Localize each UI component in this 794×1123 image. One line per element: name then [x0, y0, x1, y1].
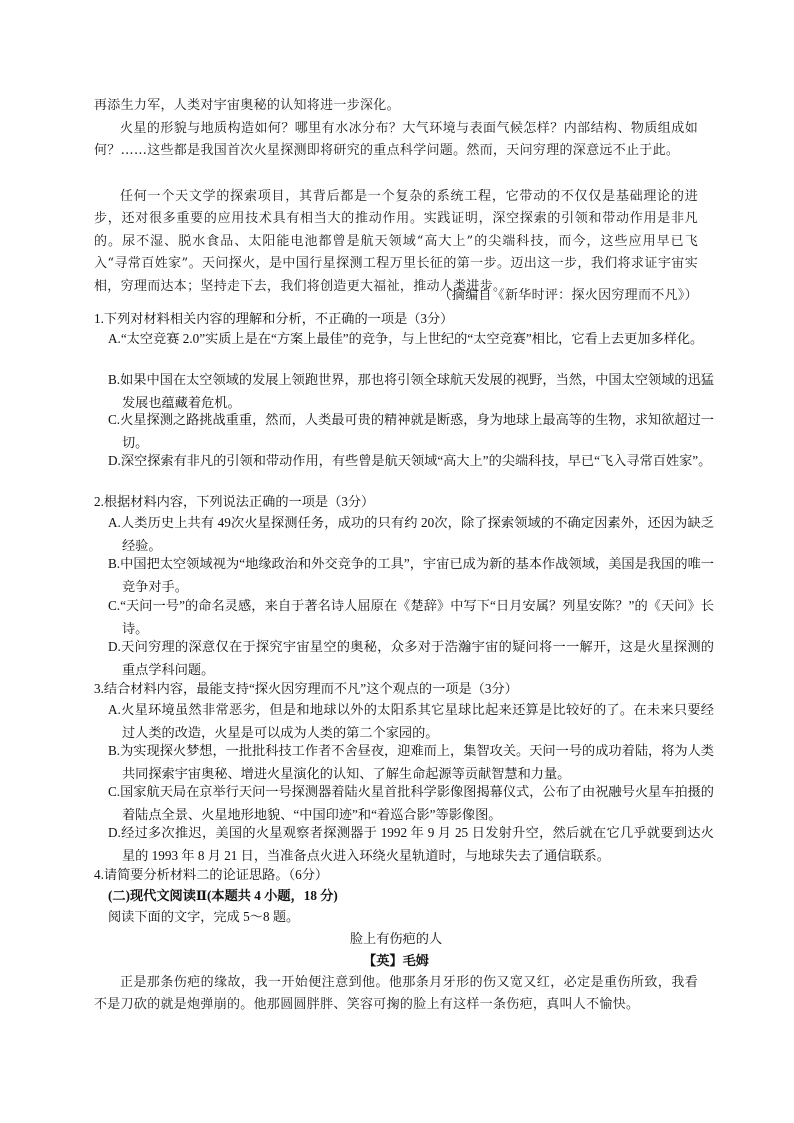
- question-1-option-a: A.“太空竞赛 2.0”实质上是在“方案上最佳”的竞争，与上世纪的“太空竞赛”相比，它看上去更加多样化。: [108, 331, 704, 346]
- question-1-option-b: B.如果中国在太空领域的发展上领跑世界，那也将引领全球航天发展的视野，当然，中国太空领域的迅猛发展也蕴藏着危机。: [108, 372, 714, 410]
- question-3-option-a: A.火星环境虽然非常恶劣，但是和地球以外的太阳系其它星球比起来还算是比较好的了。在未来只要经过人类的改造，火星是可以成为人类的第二个家园的。: [108, 702, 714, 740]
- question-3-option-d: D.经过多次推迟，美国的火星观察者探测器于 1992 年 9 月 25 日发射升空，然后就在它几乎就要到达火星的 1993 年 8 月 21 日，当准备点火进入环绕火星轨道时，与地球失去了通信联系。: [108, 825, 714, 863]
- question-1-stem: 1.下列对材料相关内容的理解和分析，不正确的一项是（3分）: [94, 311, 454, 326]
- section-2-instruction: 阅读下面的文字，完成 5～8 题。: [108, 909, 300, 924]
- material-paragraph-deep-space: 任何一个天文学的探索项目，其背后都是一个复杂的系统工程，它带动的不仅仅是基础理论的进步，还对很多重要的应用技术具有相当大的推动作用。实践证明，深空探索的引领和带动作用是非凡的。尿不湿、脱水食品、太阳能电池都曾是航天领域“高大上”的尖端科技，而今，这些应用早已飞入“寻常百姓家”。天问探火，是中国行星探测工程万里长征的第一步。迈出这一步，我们将求证宇宙实相，穷理而达本；坚持走下去，我们将创造更大福祉，推动人类进步。: [94, 189, 698, 294]
- question-1-option-c: C.火星探测之路挑战重重，然而，人类最可贵的精神就是断惑，身为地球上最高等的生物，求知欲超过一切。: [108, 412, 714, 450]
- question-2-option-a: A.人类历史上共有 49次火星探测任务，成功的只有约 20次，除了探索领域的不确定因素外，还因为缺乏经验。: [108, 515, 714, 553]
- question-3-stem: 3.结合材料内容，最能支持“探火因穷理而不凡”这个观点的一项是（3分）: [94, 681, 518, 696]
- material-paragraph-mars-questions: 火星的形貌与地质构造如何？哪里有水冰分布？大气环境与表面气候怎样？内部结构、物质组成如何？……这些都是我国首次火星探测即将研究的重点科学问题。然而，天问穷理的深意远不止于此。: [94, 121, 698, 159]
- question-4-stem: 4.请简要分析材料二的论证思路。（6分）: [94, 867, 329, 882]
- question-2-option-b: B.中国把太空领域视为“地缘政治和外交竞争的工具”，宇宙已成为新的基本作战领域，美国是我国的唯一竞争对手。: [108, 556, 714, 594]
- question-1-option-d: D.深空探索有非凡的引领和带动作用，有些曾是航天领域“高大上”的尖端科技，早已“飞入寻常百姓家”。: [108, 453, 712, 468]
- section-2-heading: (二)现代文阅读Ⅱ(本题共 4 小题，18 分): [108, 888, 338, 903]
- question-3-option-c: C.国家航天局在京举行天问一号探测器着陆火星首批科学影像图揭幕仪式，公布了由祝融号火星车拍摄的着陆点全景、火星地形地貌、“中国印迹”和“着巡合影”等影像图。: [108, 784, 714, 822]
- question-2-option-d: D.天问穷理的深意仅在于探究宇宙星空的奥秘，众多对于浩瀚宇宙的疑问将一一解开，这是火星探测的重点学科问题。: [108, 639, 714, 677]
- material-source: （摘编自《新华时评：探火因穷理而不凡》）: [438, 288, 698, 303]
- story-author: 【英】毛姆: [363, 953, 429, 968]
- story-title: 脸上有伤疤的人: [349, 931, 443, 946]
- question-2-option-c: C.“天问一号”的命名灵感，来自于著名诗人屈原在《楚辞》中写下“日月安属？列星安陈？”的《天问》长诗。: [108, 598, 714, 636]
- story-paragraph-1: 正是那条伤疤的缘故，我一开始便注意到他。他那条月牙形的伤又宽又红，必定是重伤所致，我看不是刀砍的就是炮弹崩的。他那圆圆胖胖、笑容可掬的脸上有这样一条伤疤，真叫人不愉快。: [94, 975, 698, 1013]
- question-2-stem: 2.根据材料内容，下列说法正确的一项是（3分）: [94, 494, 375, 509]
- material-paragraph-end: 再添生力军，人类对宇宙奥秘的认知将进一步深化。: [94, 98, 400, 113]
- question-3-option-b: B.为实现探火梦想，一批批科技工作者不舍昼夜，迎难而上，集智攻关。天问一号的成功着陆，将为人类共同探索宇宙奥秘、增进火星演化的认知、了解生命起源等贡献智慧和力量。: [108, 743, 714, 781]
